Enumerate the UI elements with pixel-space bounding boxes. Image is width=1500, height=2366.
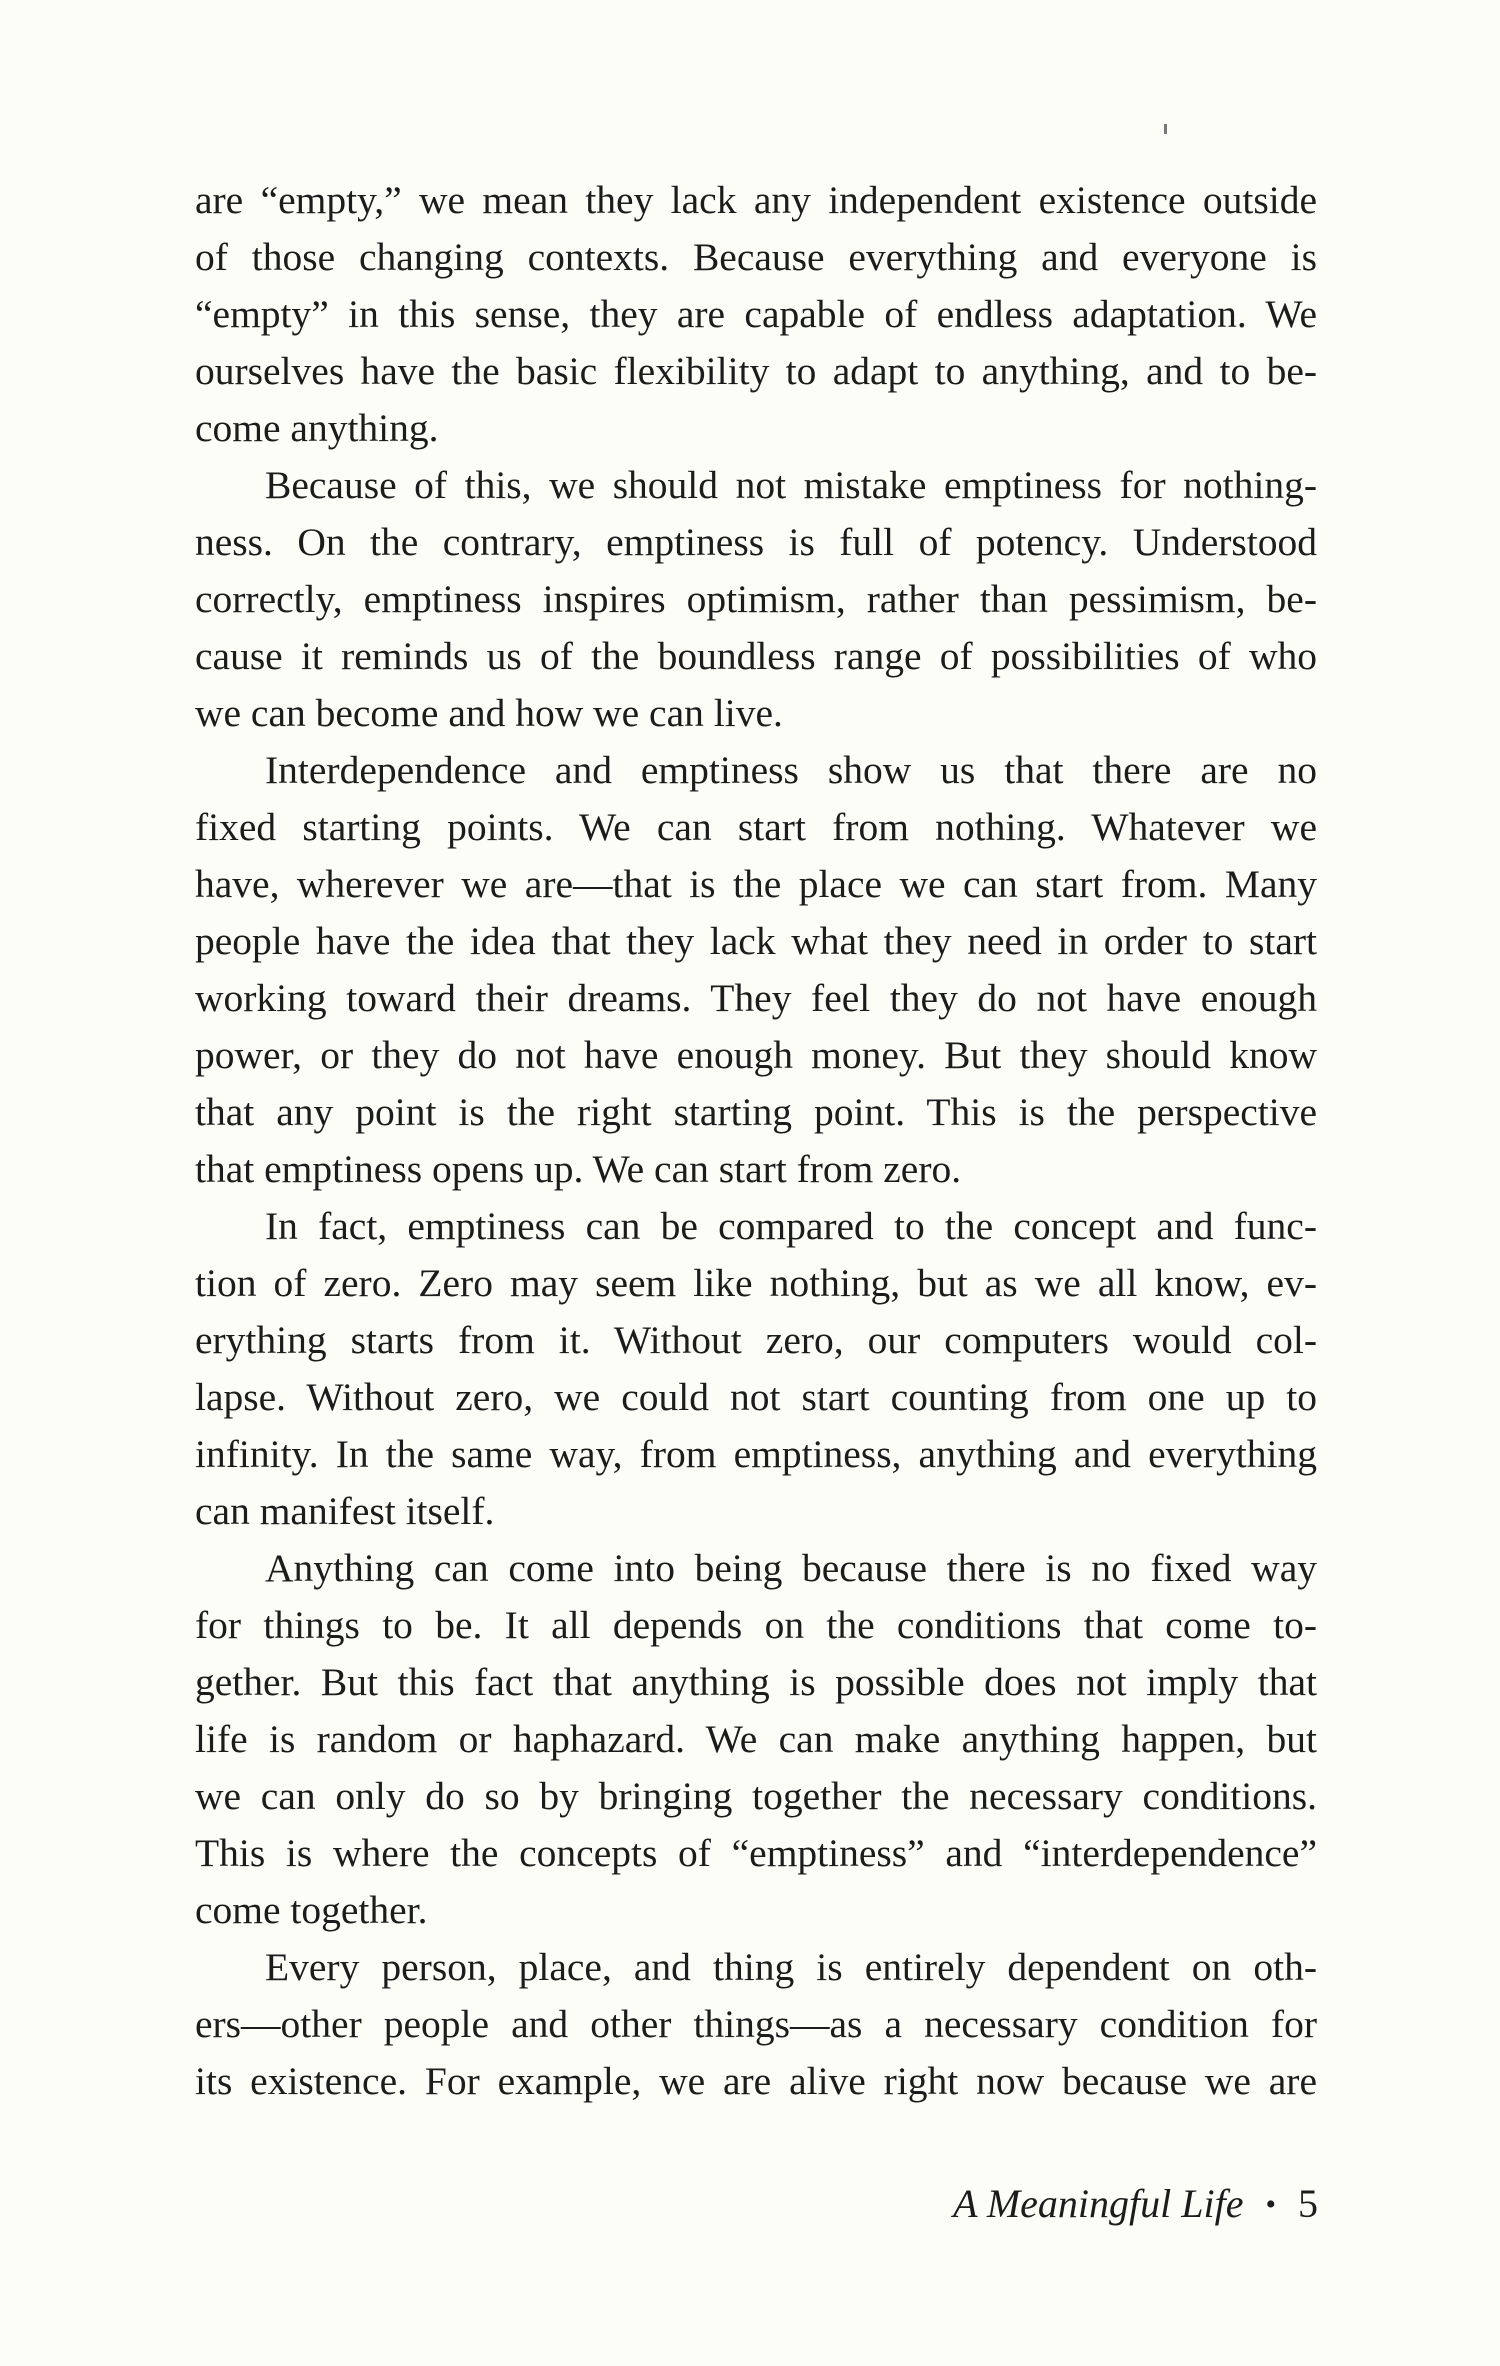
text-line: Every person, place, and thing is entirely dependent on oth- (265, 1945, 1317, 1989)
text-line: ness. On the contrary, emptiness is full of potency. Understood (195, 520, 1317, 564)
scan-speck (1164, 124, 1167, 134)
text-line: gether. But this fact that anything is possible does not imply that (195, 1660, 1317, 1704)
text-line: that emptiness opens up. We can start from zero. (195, 1147, 962, 1191)
text-line: are “empty,” we mean they lack any independent existence outside (195, 178, 1317, 222)
text-line: correctly, emptiness inspires optimism, rather than pessimism, be- (195, 577, 1317, 621)
text-line: its existence. For example, we are alive right now because we are (195, 2059, 1317, 2103)
footer-separator: • (1265, 2188, 1276, 2221)
paragraph (195, 742, 1317, 1198)
text-line: ers—other people and other things—as a necessary condition for (195, 2002, 1317, 2046)
text-line: tion of zero. Zero may seem like nothing, but as we all know, ev- (195, 1261, 1317, 1305)
text-line: have, wherever we are—that is the place we can start from. Many (195, 862, 1317, 906)
text-line: working toward their dreams. They feel they do not have enough (195, 976, 1317, 1020)
text-line: “empty” in this sense, they are capable of endless adaptation. We (195, 292, 1317, 336)
text-line: Interdependence and emptiness show us that there are no (265, 748, 1317, 792)
body-text (195, 172, 1317, 2110)
paragraph (195, 1939, 1317, 2110)
text-line: that any point is the right starting point. This is the perspective (195, 1090, 1317, 1134)
text-line: fixed starting points. We can start from nothing. Whatever we (195, 805, 1317, 849)
text-line: Anything can come into being because there is no fixed way (265, 1546, 1317, 1590)
text-line: people have the idea that they lack what they need in order to start (195, 919, 1317, 963)
text-line: ourselves have the basic flexibility to adapt to anything, and to be- (195, 349, 1317, 393)
text-line: lapse. Without zero, we could not start counting from one up to (195, 1375, 1317, 1419)
text-line: come anything. (195, 406, 439, 450)
text-line: power, or they do not have enough money. But they should know (195, 1033, 1317, 1077)
text-line: cause it reminds us of the boundless range of possibilities of who (195, 634, 1317, 678)
text-line: In fact, emptiness can be compared to the concept and func- (265, 1204, 1317, 1248)
paragraph (195, 1540, 1317, 1939)
text-line: we can only do so by bringing together the necessary conditions. (195, 1774, 1317, 1818)
text-line: life is random or haphazard. We can make anything happen, but (195, 1717, 1317, 1761)
text-line: come together. (195, 1888, 428, 1932)
text-line: of those changing contexts. Because everything and everyone is (195, 235, 1317, 279)
text-line: erything starts from it. Without zero, our computers would col- (195, 1318, 1317, 1362)
book-title: A Meaningful Life (953, 2181, 1244, 2226)
paragraph (195, 172, 1317, 457)
paragraph (195, 1198, 1317, 1540)
text-line: we can become and how we can live. (195, 691, 783, 735)
running-footer (953, 2175, 1318, 2233)
text-line: infinity. In the same way, from emptiness, anything and everything (195, 1432, 1317, 1476)
text-line: This is where the concepts of “emptiness” and “interdependence” (195, 1831, 1317, 1875)
text-line: Because of this, we should not mistake emptiness for nothing- (265, 463, 1317, 507)
text-line: for things to be. It all depends on the conditions that come to- (195, 1603, 1317, 1647)
page-number: 5 (1298, 2181, 1318, 2226)
text-line: can manifest itself. (195, 1489, 495, 1533)
paragraph (195, 457, 1317, 742)
